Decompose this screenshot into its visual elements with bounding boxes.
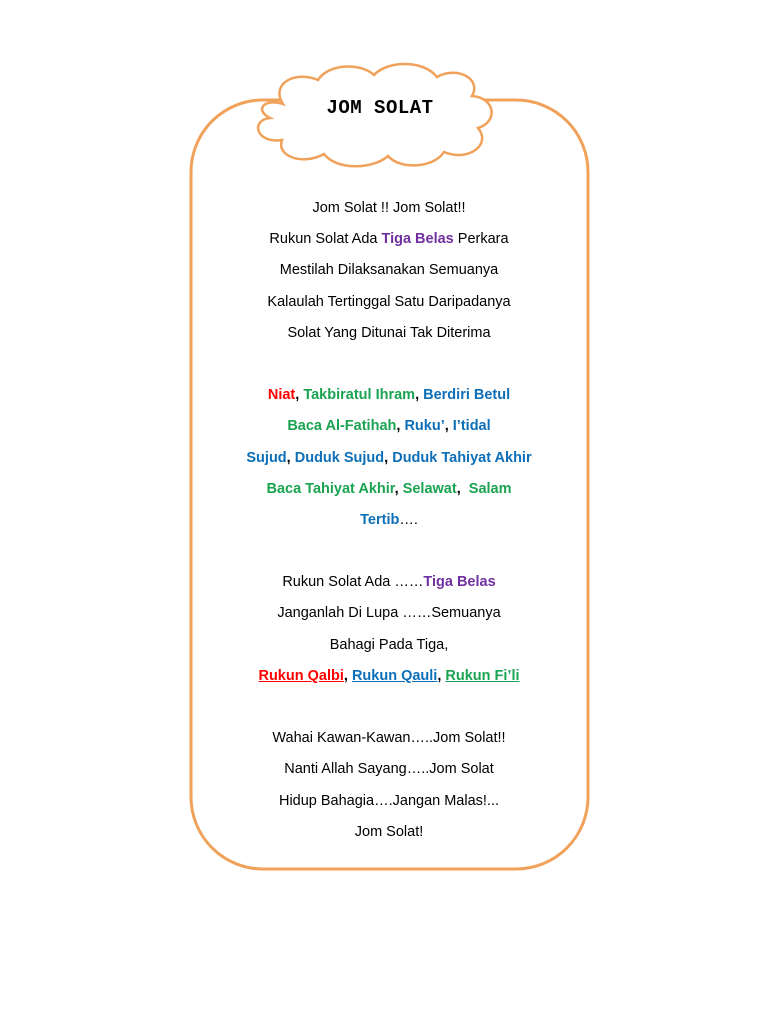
- poem-line: [194, 224, 584, 255]
- page-title: JOM SOLAT: [326, 97, 434, 119]
- poem-line: Sujud, Duduk Sujud, Duduk Tahiyat Akhir: [246, 449, 532, 466]
- line-text: Nanti Allah Sayang…..Jom Solat: [284, 761, 494, 778]
- rukun-berdiri-betul: Berdiri Betul: [423, 387, 511, 404]
- rukun-qalbi: Rukun Qalbi: [258, 667, 344, 684]
- rukun-al-fatihah: Baca Al-Fatihah: [287, 418, 397, 435]
- rukun-ruku: Ruku’: [404, 418, 445, 435]
- line-text: Janganlah Di Lupa ……Semuanya: [277, 605, 501, 622]
- line-text: Mestilah Dilaksanakan Semuanya: [279, 262, 499, 279]
- line-text: Jom Solat !! Jom Solat!!: [312, 200, 466, 216]
- rukun-sujud: Sujud: [246, 449, 287, 466]
- poem-line: [194, 255, 584, 286]
- line-text: Hidup Bahagia….Jangan Malas!...: [278, 792, 500, 809]
- line-text: Solat Yang Ditunai Tak Diterima: [287, 324, 491, 341]
- rukun-salam: Salam: [468, 480, 512, 497]
- rukun-duduk-sujud: Duduk Sujud: [294, 449, 385, 466]
- rukun-baca-tahiyat-akhir: Baca Tahiyat Akhir: [266, 480, 395, 497]
- stanza-gap: [194, 349, 584, 380]
- poem-line: [194, 723, 584, 754]
- rukun-niat: Niat: [267, 387, 296, 404]
- poem-line: [194, 505, 584, 536]
- rukun-fili: Rukun Fi’li: [445, 667, 520, 684]
- line-text: Jom Solat!: [354, 823, 424, 840]
- stanza-gap: [194, 536, 584, 567]
- poem-line: [194, 754, 584, 785]
- poem-line: Baca Tahiyat Akhir, Selawat, Salam: [266, 480, 512, 497]
- poem-line: [194, 318, 584, 349]
- line-text: Kalaulah Tertinggal Satu Daripadanya: [267, 293, 511, 310]
- poem-line: [194, 287, 584, 318]
- rukun-duduk-tahiyat-akhir: Duduk Tahiyat Akhir: [392, 449, 532, 466]
- rukun-itidal: I’tidal: [452, 418, 491, 435]
- line-text: Perkara: [453, 231, 509, 248]
- poem-line: [194, 598, 584, 629]
- poem-line: Baca Al-Fatihah, Ruku’, I’tidal: [287, 418, 491, 435]
- line-text: Rukun Solat Ada: [269, 231, 382, 248]
- line-text: Bahagi Pada Tiga,: [329, 636, 449, 653]
- poem-line: Rukun Qalbi, Rukun Qauli, Rukun Fi’li: [258, 667, 520, 684]
- highlight-tiga-belas: Tiga Belas: [423, 574, 496, 591]
- rukun-selawat: Selawat: [402, 480, 457, 497]
- highlight-tiga-belas: Tiga Belas: [381, 231, 454, 248]
- stanza-gap: [194, 692, 584, 723]
- line-text: Wahai Kawan-Kawan…..Jom Solat!!: [272, 730, 506, 747]
- poem-line: [194, 817, 584, 848]
- line-text: Rukun Solat Ada ……: [282, 574, 424, 591]
- poem-line: [194, 193, 584, 224]
- poem-line: Niat, Takbiratul Ihram, Berdiri Betul: [267, 387, 511, 404]
- rukun-qauli: Rukun Qauli: [351, 667, 438, 684]
- rukun-takbiratul-ihram: Takbiratul Ihram: [303, 387, 416, 404]
- poem-line: [194, 630, 584, 661]
- poem-body: [194, 193, 584, 848]
- poem-line: [194, 567, 584, 598]
- rukun-tertib: Tertib: [360, 511, 400, 528]
- line-text: ….: [399, 511, 418, 528]
- poem-line: [194, 786, 584, 817]
